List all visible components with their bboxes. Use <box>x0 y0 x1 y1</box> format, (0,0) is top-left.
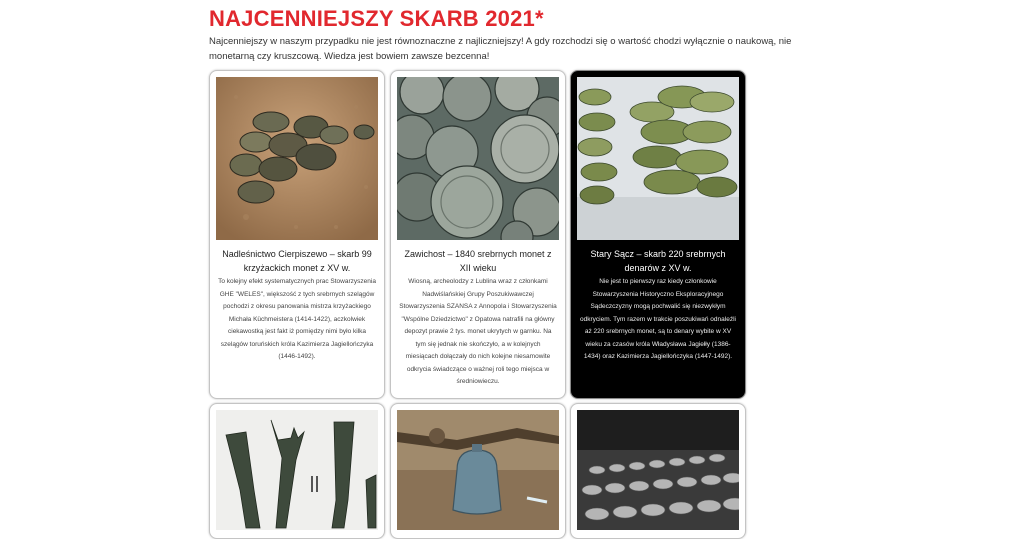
card-title: Zawichost – 1840 srebrnych monet z XII wieku <box>404 249 552 273</box>
treasure-card-bronze-tools[interactable] <box>209 403 385 539</box>
card-image-silver-coins <box>397 77 559 240</box>
treasure-card-cierpiszewo[interactable] <box>209 70 385 399</box>
treasure-card-zawichost[interactable] <box>390 70 566 399</box>
card-image-coin-stacks <box>577 77 739 240</box>
intro-text: Najcenniejszy w naszym przypadku nie jest równoznaczne z najliczniejszy! A gdy rozchodzi się o wartość chodzi wyłącznie o naukową, nie monetarną czy kruszcową. Wiedza jest bowiem zawsze bezcenna! <box>209 36 792 62</box>
card-text: Wiosną, archeolodzy z Lublina wraz z członkami Nadwiślańskiej Grupy Poszukiwawczej Stowarzyszenia SZANSA z Annopola i Stowarzyszenia "Wspólne Dziedzictwo" z Opatowa natrafili na główny depozyt prawie 2 tys. monet ukrytych w garnku. Na tym się jednak nie skończyło, a w kolejnych miesiącach dołączały do nich kolejne niesamowite odkrycia świadczące o ważnej roli tego miejsca w średniowieczu. <box>399 278 557 385</box>
card-text: Nie jest to pierwszy raz kiedy członkowie Stowarzyszenia Historyczno Eksploracyjnego Sądeczczyzny mogą pochwalić się niezwykłym odkryciem. Tym razem w trakcie poszukiwań odnaleźli aż 220 srebrnych monet, są to denary wybite w XV wieku za czasów króla Władysława Jagiełły (1386-1434) oraz Kazimierza Jagiellończyka (1447-1492). <box>580 278 736 360</box>
card-image-bronze-tools <box>216 410 378 530</box>
treasure-card-bell[interactable] <box>390 403 566 539</box>
treasure-card-stary-sacz[interactable] <box>570 70 746 399</box>
page-title: NAJCENNIEJSZY SKARB 2021* <box>209 6 544 31</box>
card-image-bell-in-soil <box>397 410 559 530</box>
card-image-coin-rows <box>577 410 739 530</box>
card-text: To kolejny efekt systematycznych prac Stowarzyszenia GHE "WELES", większość z tych srebrnych szelągów pochodzi z okresu panowania mistrza krzyżackiego Michała Küchmeistera (1414-1422), aczkolwiek ciekawostką jest fakt iż pomiędzy nimi było kilka szelągów toruńskich króla Kazimierza Jagiellończyka (1446-1492). <box>218 278 376 360</box>
card-title: Stary Sącz – skarb 220 srebrnych denarów z XV w. <box>590 249 726 273</box>
card-title: Nadleśnictwo Cierpiszewo – skarb 99 krzyżackich monet z XV w. <box>222 249 372 273</box>
card-image-coins-in-sand <box>216 77 378 240</box>
treasure-card-coin-rows[interactable] <box>570 403 746 539</box>
